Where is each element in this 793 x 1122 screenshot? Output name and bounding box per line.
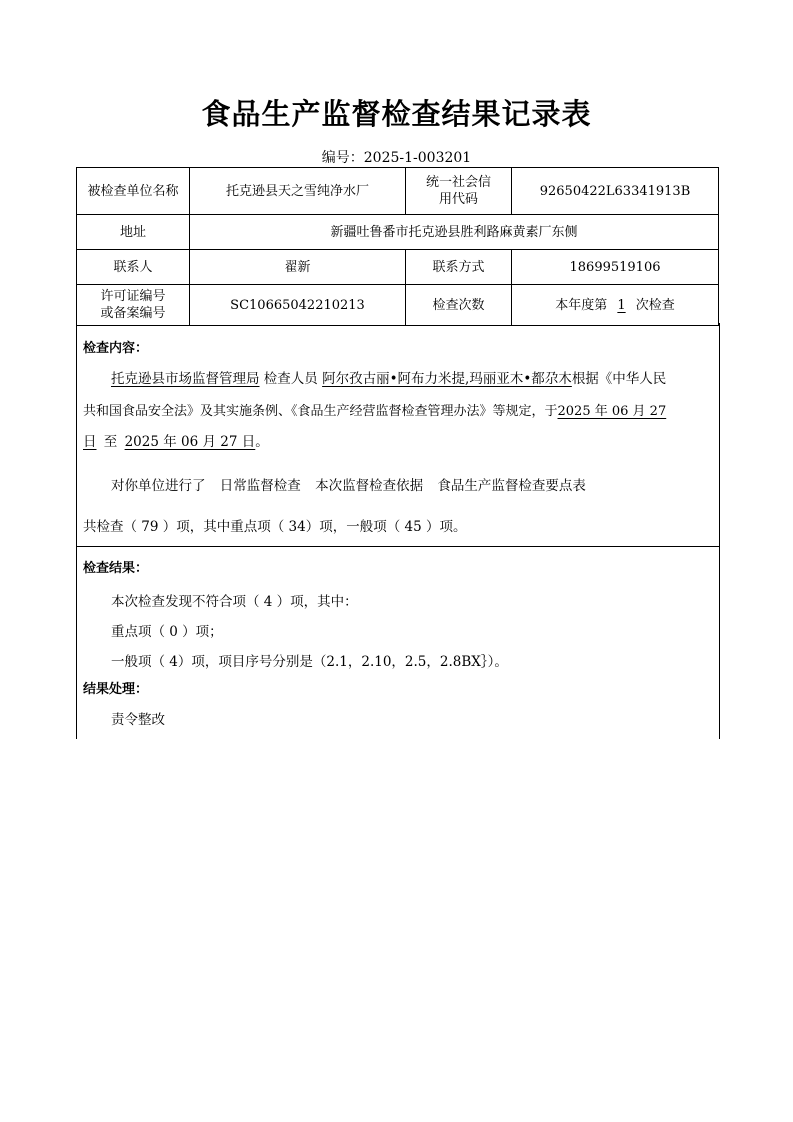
- content-line-3: [83, 430, 269, 450]
- content-line-5: 共检查（ 79 ）项，其中重点项（ 34）项，一般项（ 45 ）项。: [83, 519, 467, 535]
- phone-label: 联系方式: [406, 250, 512, 285]
- basis-value: 食品生产监督检查要点表: [437, 478, 586, 494]
- inspection-result-section: [76, 547, 720, 739]
- inspector-names: 阿尔孜古丽•阿布力米提,玛丽亚木•都尕木: [322, 371, 572, 387]
- table-row: [77, 250, 719, 285]
- count-suffix: 次检查: [635, 297, 675, 313]
- table-row: [77, 285, 719, 326]
- table-row: [77, 215, 719, 250]
- start-date: 2025 年 06 月 27: [557, 404, 667, 419]
- license-value: SC10665042210213: [190, 285, 406, 326]
- to-text: 至: [103, 434, 118, 450]
- page-title: 食品生产监督检查结果记录表: [201, 97, 592, 131]
- license-label-line1: 许可证编号: [100, 289, 166, 304]
- result-heading: 检查结果：: [83, 561, 149, 576]
- content-line-4: [111, 474, 586, 494]
- law-text-2: 共和国食品安全法》及其实施条例、《食品生产经营监督检查管理办法》等规定，于: [83, 404, 558, 419]
- phone-value: 18699519106: [512, 250, 719, 285]
- basis-label: 本次监督检查依据: [315, 478, 424, 494]
- credit-value: 92650422L63341913B: [512, 168, 719, 215]
- credit-label: 统一社会信用代码: [406, 168, 512, 215]
- handling-value: 责令整改: [111, 712, 165, 728]
- count-value: [512, 285, 719, 326]
- unit-label: 被检查单位名称: [77, 168, 190, 215]
- count-prefix: 本年度第: [555, 297, 608, 313]
- inspection-type: 日常监督检查: [219, 478, 301, 494]
- authority-name: 托克逊县市场监督管理局: [111, 371, 260, 387]
- result-line-2: 重点项（ 0 ）项；: [111, 624, 223, 640]
- start-date-end: 日: [83, 434, 97, 450]
- result-line-1: 本次检查发现不符合项（ 4 ）项，其中：: [111, 594, 358, 610]
- license-label: [77, 285, 190, 326]
- content-heading: 检查内容：: [83, 341, 149, 356]
- content-line-2: [83, 400, 666, 419]
- content-line-1: [111, 367, 666, 387]
- address-value: 新疆吐鲁番市托克逊县胜利路麻黄素厂东侧: [190, 215, 719, 250]
- inspection-type-label: 对你单位进行了: [111, 478, 206, 494]
- contact-label: 联系人: [77, 250, 190, 285]
- document-number: 编号：2025-1-003201: [321, 150, 472, 166]
- inspection-content-section: [76, 323, 720, 547]
- contact-value: 翟新: [190, 250, 406, 285]
- period: 。: [255, 434, 269, 450]
- count-number: 1: [617, 297, 626, 313]
- handling-heading: 结果处理：: [83, 682, 149, 697]
- count-label: 检查次数: [406, 285, 512, 326]
- law-text-1: 根据《中华人民: [571, 371, 667, 387]
- table-row: [77, 168, 719, 215]
- unit-value: 托克逊县天之雪纯净水厂: [190, 168, 406, 215]
- result-line-3: 一般项（ 4）项，项目序号分别是（2.1，2.10，2.5，2.8BX｝）。: [111, 654, 508, 670]
- inspector-label: 检查人员: [263, 371, 318, 387]
- license-label-line2: 或备案编号: [100, 306, 166, 321]
- info-table: [76, 167, 719, 326]
- end-date: 2025 年 06 月 27 日: [124, 434, 256, 450]
- address-label: 地址: [77, 215, 190, 250]
